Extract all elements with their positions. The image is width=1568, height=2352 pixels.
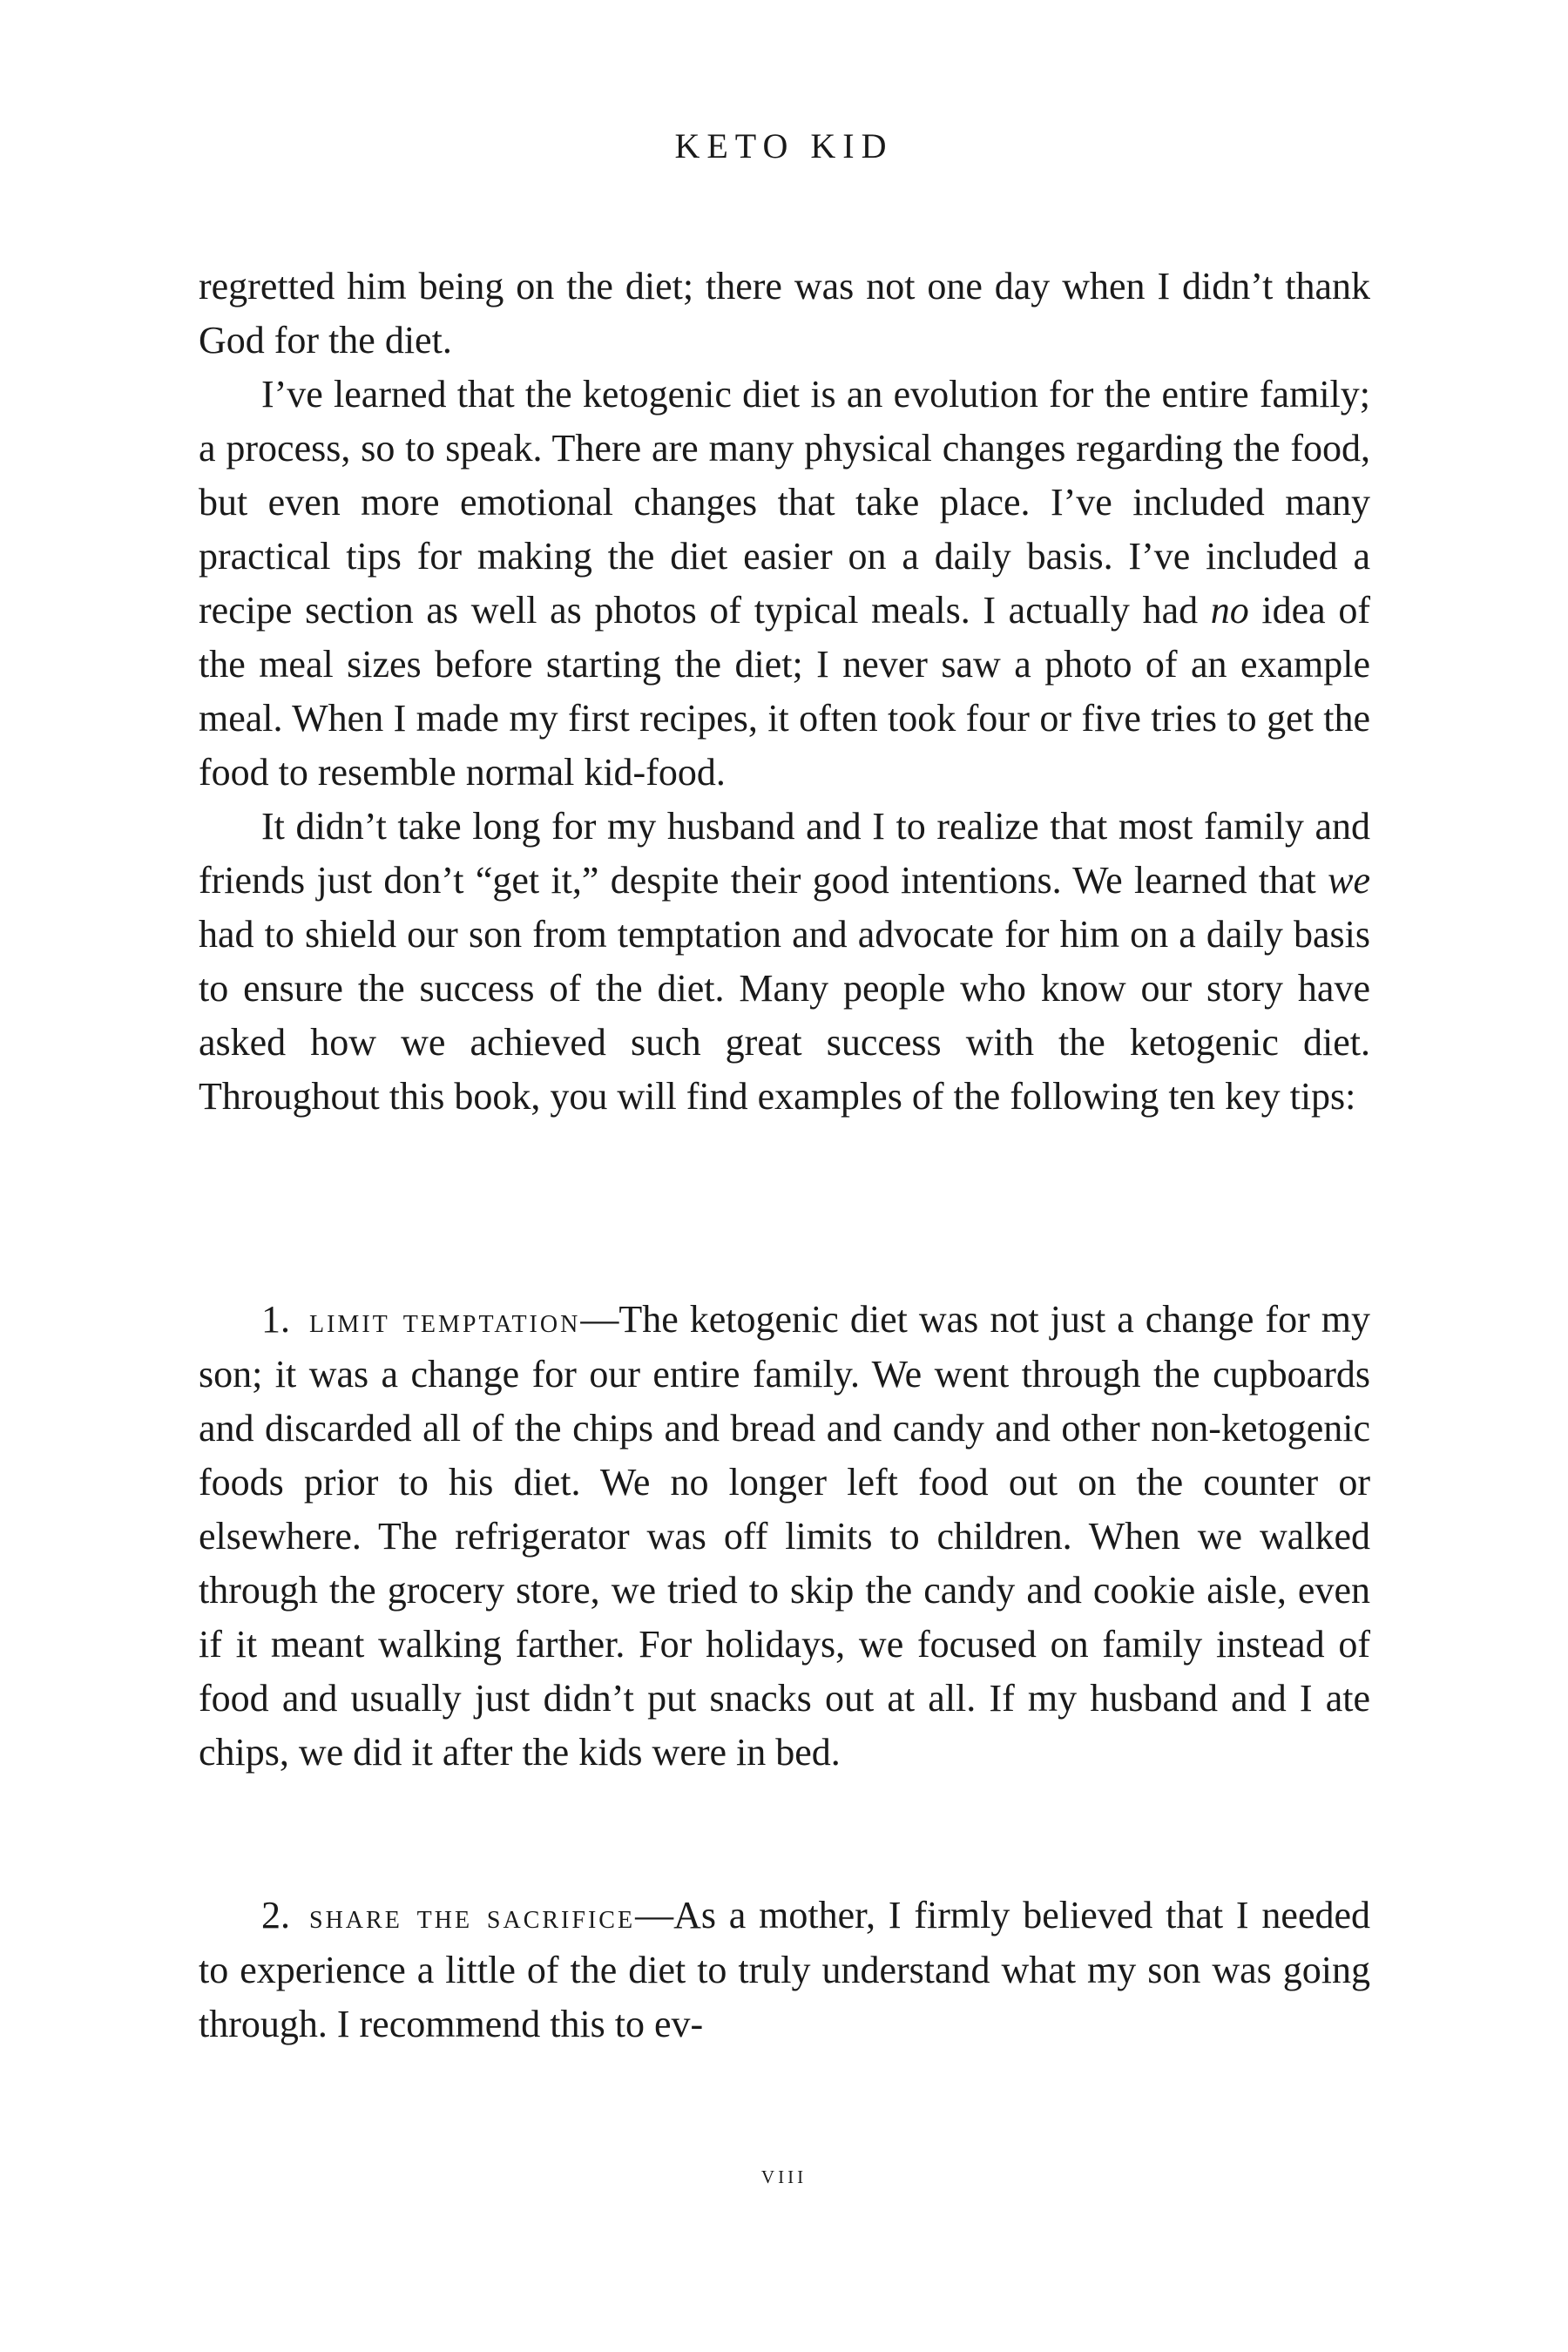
tip-2 [199, 1889, 1370, 2051]
tip-1 [199, 1293, 1370, 1780]
tip-paragraph [199, 1293, 1370, 1780]
paragraph-text: regretted him being on the diet; there was not one day when I didn’t thank God for the diet. [199, 265, 1370, 362]
body-paragraph-1 [199, 260, 1370, 368]
tip-heading: limit temptation [309, 1301, 581, 1340]
body-paragraph-2 [199, 368, 1370, 800]
body-paragraph-3 [199, 800, 1370, 1124]
emphasized-word: no [1210, 589, 1249, 632]
page-number: viii [760, 2160, 808, 2189]
tip-heading: share the sacrifice [309, 1896, 636, 1936]
emphasized-word: we [1328, 859, 1370, 902]
tip-text: —As a mother, I firmly believed that I needed to experience a little of the diet to truly understand what my son was going through. I recommend this to ev- [199, 1894, 1370, 2045]
running-head-title: KETO KID [674, 126, 894, 166]
tip-number: 2. [261, 1894, 290, 1936]
tip-text: —The ketogenic diet was not just a change for my son; it was a change for our entire family. We went through the cupboards and discarded all of the chips and bread and candy and other non-ketogenic foods prior to his diet. We no longer left food out on the counter or elsewhere. The refrigerator was off limits to children. When we walked through the grocery store, we tried to skip the candy and cookie aisle, even if it meant walking farther. For holidays, we focused on family instead of food and usually just didn’t put snacks out at all. If my husband and I ate chips, we did it after the kids were in bed. [199, 1298, 1371, 1774]
paragraph-text: It didn’t take long for my husband and I to realize that most family and friends just don’t “get it,” despite their good intentions. We learned that [199, 805, 1370, 902]
paragraph-text: idea of the meal sizes before starting the diet; I never saw a photo of an example meal. When I made my first recipes, it often took four or five tries to get the food to resemble normal kid-food. [199, 589, 1371, 794]
paragraph-text: had to shield our son from temptation and advocate for him on a daily basis to ensure the success of the diet. Many people who know our story have asked how we achieved such great success with the ketogenic diet. Throughout this book, you will find examples of the following ten key tips: [199, 913, 1370, 1118]
tip-number: 1. [261, 1298, 290, 1341]
body-paragraphs [199, 368, 1370, 1124]
paragraph-text: I’ve learned that the ketogenic diet is an evolution for the entire family; a process, so to speak. There are many physical changes regarding the food, but even more emotional changes that take place. I’ve included many practical tips for making the diet easier on a daily basis. I’ve included a recipe section as well as photos of typical meals. I actually had [199, 373, 1370, 632]
tip-paragraph [199, 1889, 1370, 2051]
